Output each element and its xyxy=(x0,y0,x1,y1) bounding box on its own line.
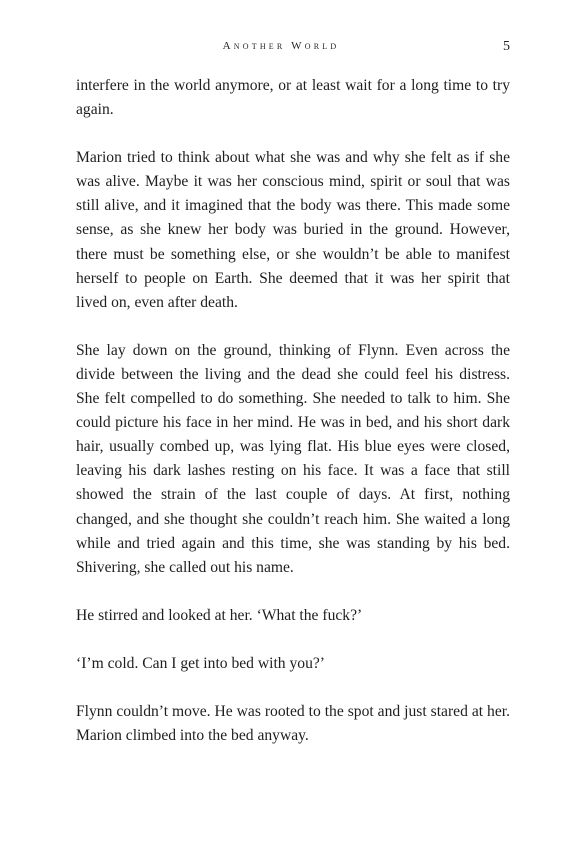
body-text xyxy=(76,74,510,772)
page-number: 5 xyxy=(503,39,510,54)
running-head xyxy=(0,40,562,58)
running-title: Another World xyxy=(222,40,340,52)
paragraph-2: Marion tried to think about what she was and why she felt as if she was alive. Maybe it was her conscious mind, spirit or soul that was still alive, and it imagined that the body was there. This made some sense, as she knew her body was buried in the ground. However, there must be something else, or she wouldn’t be able to manifest herself to people on Earth. She deemed that it was her spirit that lived on, even after death. xyxy=(76,149,510,311)
paragraph-1: interfere in the world anymore, or at least wait for a long time to try again. xyxy=(76,77,510,119)
paragraph-3: She lay down on the ground, thinking of Flynn. Even across the divide between the living and the dead she could feel his distress. She felt compelled to do something. She needed to talk to him. She could picture his face in her mind. He was in bed, and his short dark hair, usually combed up, was lying flat. His blue eyes were closed, leaving his dark lashes resting on his face. It was a face that still showed the strain of the last couple of days. At first, nothing changed, and she thought she couldn’t reach him. She waited a long while and tried again and this time, she was standing by his bed. Shivering, she called out his name. xyxy=(76,341,510,576)
paragraph-4: He stirred and looked at her. ‘What the fuck?’ xyxy=(76,606,363,624)
paragraph-6: Flynn couldn’t move. He was rooted to the spot and just stared at her. Marion climbed into the bed anyway. xyxy=(76,702,510,745)
paragraph-5: ‘I’m cold. Can I get into bed with you?’ xyxy=(76,654,326,672)
